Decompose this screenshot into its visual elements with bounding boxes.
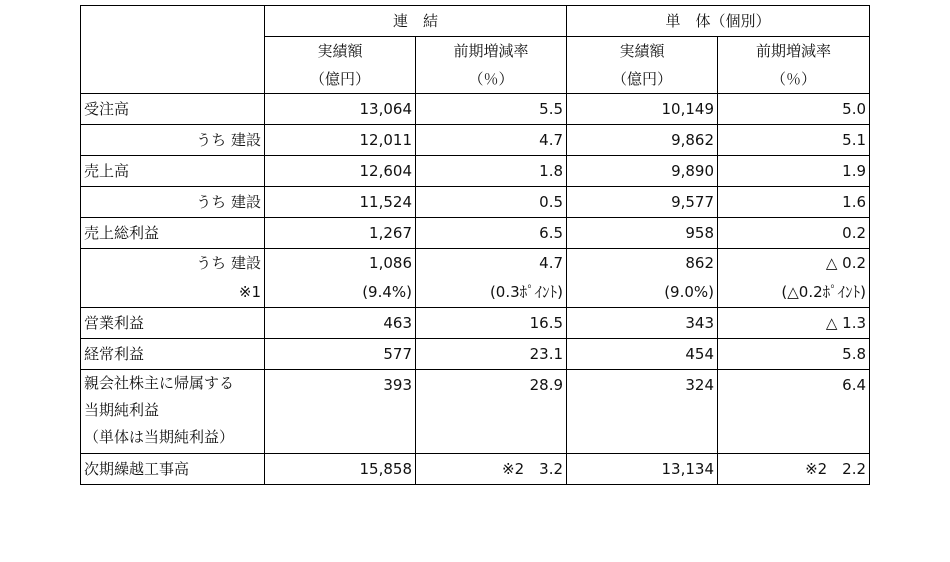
row-label: 営業利益 [81,308,265,339]
row-label: うち 建設 [81,187,265,218]
cell-consolidated-rate: 23.1 [416,339,567,370]
row-label: 経常利益 [81,339,265,370]
cell-consolidated-rate: 5.5 [416,94,567,125]
cell-consolidated-rate: 16.5 [416,308,567,339]
cell-consolidated-amount: 12,604 [265,156,416,187]
cell-nonconsolidated-rate: 5.1 [718,125,870,156]
cell-nonconsolidated-amount: 862 (9.0%) [567,249,718,308]
cell-nonconsolidated-rate: 0.2 [718,218,870,249]
cell-consolidated-rate: 28.9 [416,370,567,454]
header-nonconsolidated-rate: 前期増減率 （％） [718,37,870,94]
row-label: 受注高 [81,94,265,125]
row-label: うち 建設 [81,125,265,156]
row-label: 親会社株主に帰属する 当期純利益 （単体は当期純利益） [81,370,265,454]
table-row [81,370,870,454]
cell-consolidated-amount: 393 [265,370,416,454]
cell-consolidated-amount: 1,267 [265,218,416,249]
cell-consolidated-amount: 12,011 [265,125,416,156]
cell-consolidated-rate: 4.7 [416,125,567,156]
cell-nonconsolidated-amount: 13,134 [567,454,718,485]
cell-nonconsolidated-amount: 9,862 [567,125,718,156]
row-label: 次期繰越工事高 [81,454,265,485]
cell-nonconsolidated-rate: △ 0.2 (△0.2ﾎﾟｲﾝﾄ) [718,249,870,308]
cell-consolidated-amount: 577 [265,339,416,370]
cell-consolidated-amount: 13,064 [265,94,416,125]
table-row [81,187,870,218]
cell-nonconsolidated-amount: 324 [567,370,718,454]
table-row [81,454,870,485]
header-consolidated-amount: 実績額 （億円） [265,37,416,94]
cell-nonconsolidated-rate: △ 1.3 [718,308,870,339]
cell-consolidated-rate: 4.7 (0.3ﾎﾟｲﾝﾄ) [416,249,567,308]
cell-nonconsolidated-amount: 9,890 [567,156,718,187]
cell-consolidated-rate: 1.8 [416,156,567,187]
cell-nonconsolidated-amount: 10,149 [567,94,718,125]
cell-nonconsolidated-rate: ※2 2.2 [718,454,870,485]
cell-nonconsolidated-rate: 6.4 [718,370,870,454]
header-nonconsolidated-amount: 実績額 （億円） [567,37,718,94]
cell-consolidated-amount: 463 [265,308,416,339]
cell-consolidated-amount: 11,524 [265,187,416,218]
financial-results-table [80,5,870,485]
cell-nonconsolidated-rate: 5.0 [718,94,870,125]
cell-nonconsolidated-amount: 454 [567,339,718,370]
header-nonconsolidated: 単 体（個別） [567,6,870,37]
table-row [81,218,870,249]
table-row [81,308,870,339]
cell-consolidated-amount: 1,086 (9.4%) [265,249,416,308]
table-row [81,94,870,125]
cell-consolidated-amount: 15,858 [265,454,416,485]
row-label: 売上高 [81,156,265,187]
table-row [81,339,870,370]
table-row [81,156,870,187]
table-row [81,249,870,308]
cell-consolidated-rate: ※2 3.2 [416,454,567,485]
cell-nonconsolidated-rate: 1.6 [718,187,870,218]
cell-nonconsolidated-amount: 958 [567,218,718,249]
cell-nonconsolidated-rate: 1.9 [718,156,870,187]
cell-nonconsolidated-rate: 5.8 [718,339,870,370]
cell-consolidated-rate: 0.5 [416,187,567,218]
header-blank-cell [81,6,265,94]
cell-nonconsolidated-amount: 9,577 [567,187,718,218]
table-row [81,125,870,156]
cell-nonconsolidated-amount: 343 [567,308,718,339]
row-label: 売上総利益 [81,218,265,249]
header-consolidated-rate: 前期増減率 （％） [416,37,567,94]
cell-consolidated-rate: 6.5 [416,218,567,249]
row-label: うち 建設 ※1 [81,249,265,308]
header-consolidated: 連 結 [265,6,567,37]
